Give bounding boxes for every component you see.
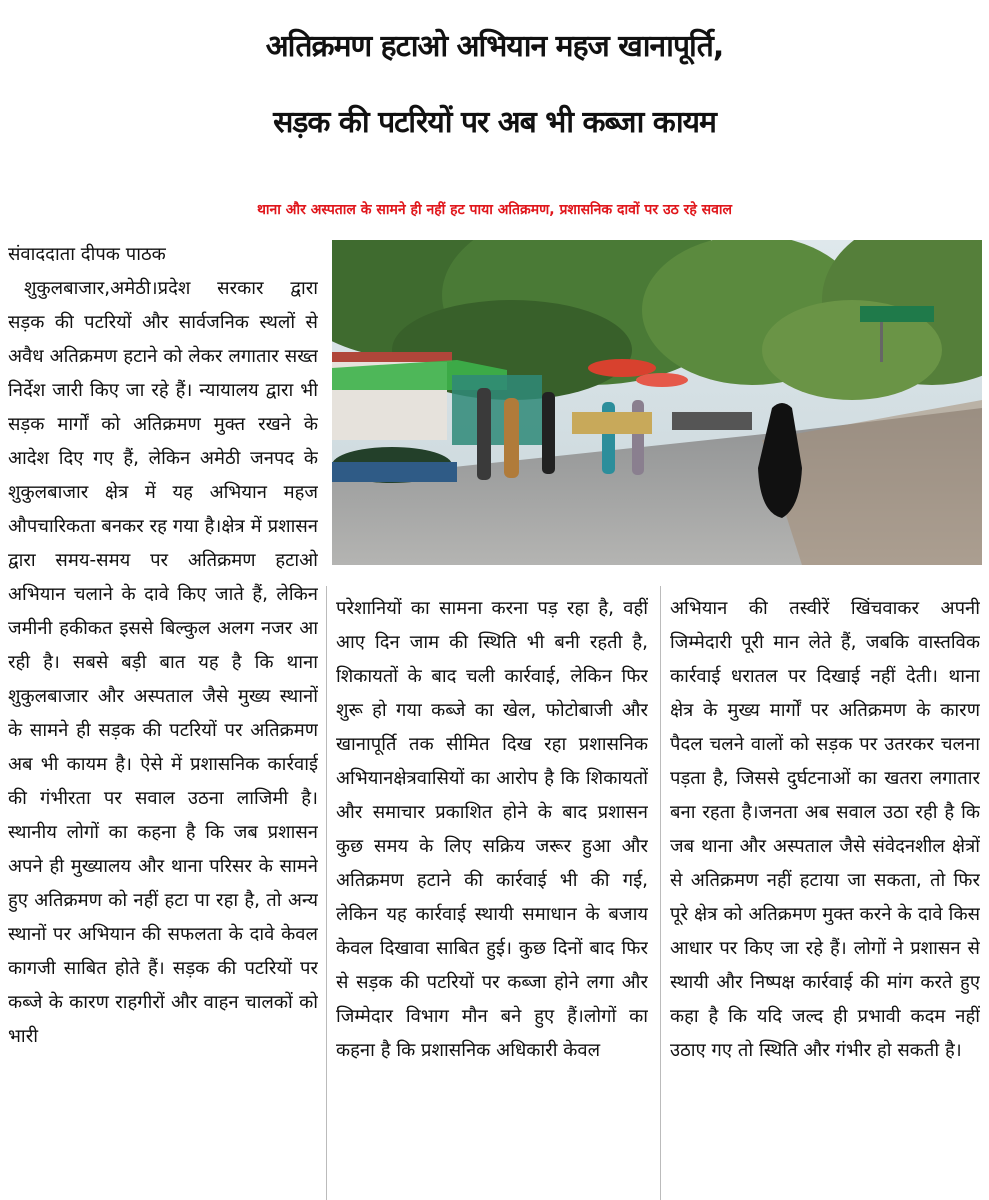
column-1-text: शुकुलबाजार,अमेठी।प्रदेश सरकार द्वारा सड़क की पटरियों और सार्वजनिक स्थलों से अवैध अतिक्रमण हटाने को लेकर लगातार सख्त निर्देश जारी किए जा रहे हैं। न्यायालय द्वारा भी सड़क मार्गों को अतिक्रमण मुक्त रखने के आदेश दिए गए हैं, लेकिन अमेठी जनपद के शुकुलबाजार क्षेत्र में यह अभियान महज औपचारिकता बनकर रह गया है।क्षेत्र में प्रशासन द्वारा समय-समय पर अतिक्रमण हटाओ अभियान चलाने के दावे किए जाते हैं, लेकिन जमीनी हकीकत इससे बिल्कुल अलग नजर आ रही है। सबसे बड़ी बात यह है कि थाना शुकुलबाजार और अस्पताल जैसे मुख्य स्थानों के सामने ही सड़क की पटरियों पर अतिक्रमण अब भी कायम है। ऐसे में प्रशासनिक कार्रवाई की गंभीरता पर सवाल उठना लाजिमी है।स्थानीय लोगों का कहना है कि जब प्रशासन अपने ही मुख्यालय और थाना परिसर के सामने हुए अतिक्रमण को नहीं हटा पा रहा है, तो अन्य स्थानों पर अभियान की सफलता के दावे केवल कागजी साबित होते हैं। सड़क की पटरियों पर कब्जे के कारण राहगीरों और वाहन चालकों को भारी (8, 278, 318, 1047)
column-divider (660, 586, 661, 1200)
street-photo (332, 240, 982, 565)
column-2-text: परेशानियों का सामना करना पड़ रहा है, वहीं आए दिन जाम की स्थिति भी बनी रहती है, शिकायतों के बाद चली कार्रवाई, लेकिन फिर शुरू हो गया कब्जे का खेल, फोटोबाजी और खानापूर्ति तक सीमित दिख रहा प्रशासनिक अभियानक्षेत्रवासियों का आरोप है कि शिकायतों और समाचार प्रकाशित होने के बाद प्रशासन कुछ समय के लिए सक्रिय जरूर हुआ और अतिक्रमण हटाने की कार्रवाई भी की गई, लेकिन यह कार्रवाई स्थायी समाधान के बजाय केवल दिखावा साबित हुई। कुछ दिनों बाद फिर से सड़क की पटरियों पर कब्जा होने लगा और जिम्मेदार विभाग मौन बने हुए हैं।लोगों का कहना है कि प्रशासनिक अधिकारी केवल (336, 598, 648, 1061)
article-column-2 (336, 592, 648, 1200)
article-column-1 (8, 238, 318, 1200)
column-3-text: अभियान की तस्वीरें खिंचवाकर अपनी जिम्मेदारी पूरी मान लेते हैं, जबकि वास्तविक कार्रवाई धरातल पर दिखाई नहीं देती। थाना क्षेत्र के मुख्य मार्गों पर अतिक्रमण के कारण पैदल चलने वालों को सड़क पर उतरकर चलना पड़ता है, जिससे दुर्घटनाओं का खतरा लगातार बना रहता है।जनता अब सवाल उठा रही है कि जब थाना और अस्पताल जैसे संवेदनशील क्षेत्रों से अतिक्रमण नहीं हटाया जा सकता, तो फिर पूरे क्षेत्र को अतिक्रमण मुक्त करने के दावे किस आधार पर किए जा रहे हैं। लोगों ने प्रशासन से स्थायी और निष्पक्ष कार्रवाई की मांग करते हुए कहा है कि यदि जल्द ही प्रभावी कदम नहीं उठाए गए तो स्थिति और गंभीर हो सकती है। (670, 598, 980, 1061)
byline: संवाददाता दीपक पाठक (8, 244, 166, 265)
subheadline: थाना और अस्पताल के सामने ही नहीं हट पाया अतिक्रमण, प्रशासनिक दावों पर उठ रहे सवाल (256, 202, 733, 218)
column-divider (326, 586, 327, 1200)
headline-line-2: सड़क की पटरियों पर अब भी कब्जा कायम (273, 105, 716, 140)
article-column-3 (670, 592, 980, 1200)
headline-line-1: अतिक्रमण हटाओ अभियान महज खानापूर्ति, (265, 29, 724, 64)
